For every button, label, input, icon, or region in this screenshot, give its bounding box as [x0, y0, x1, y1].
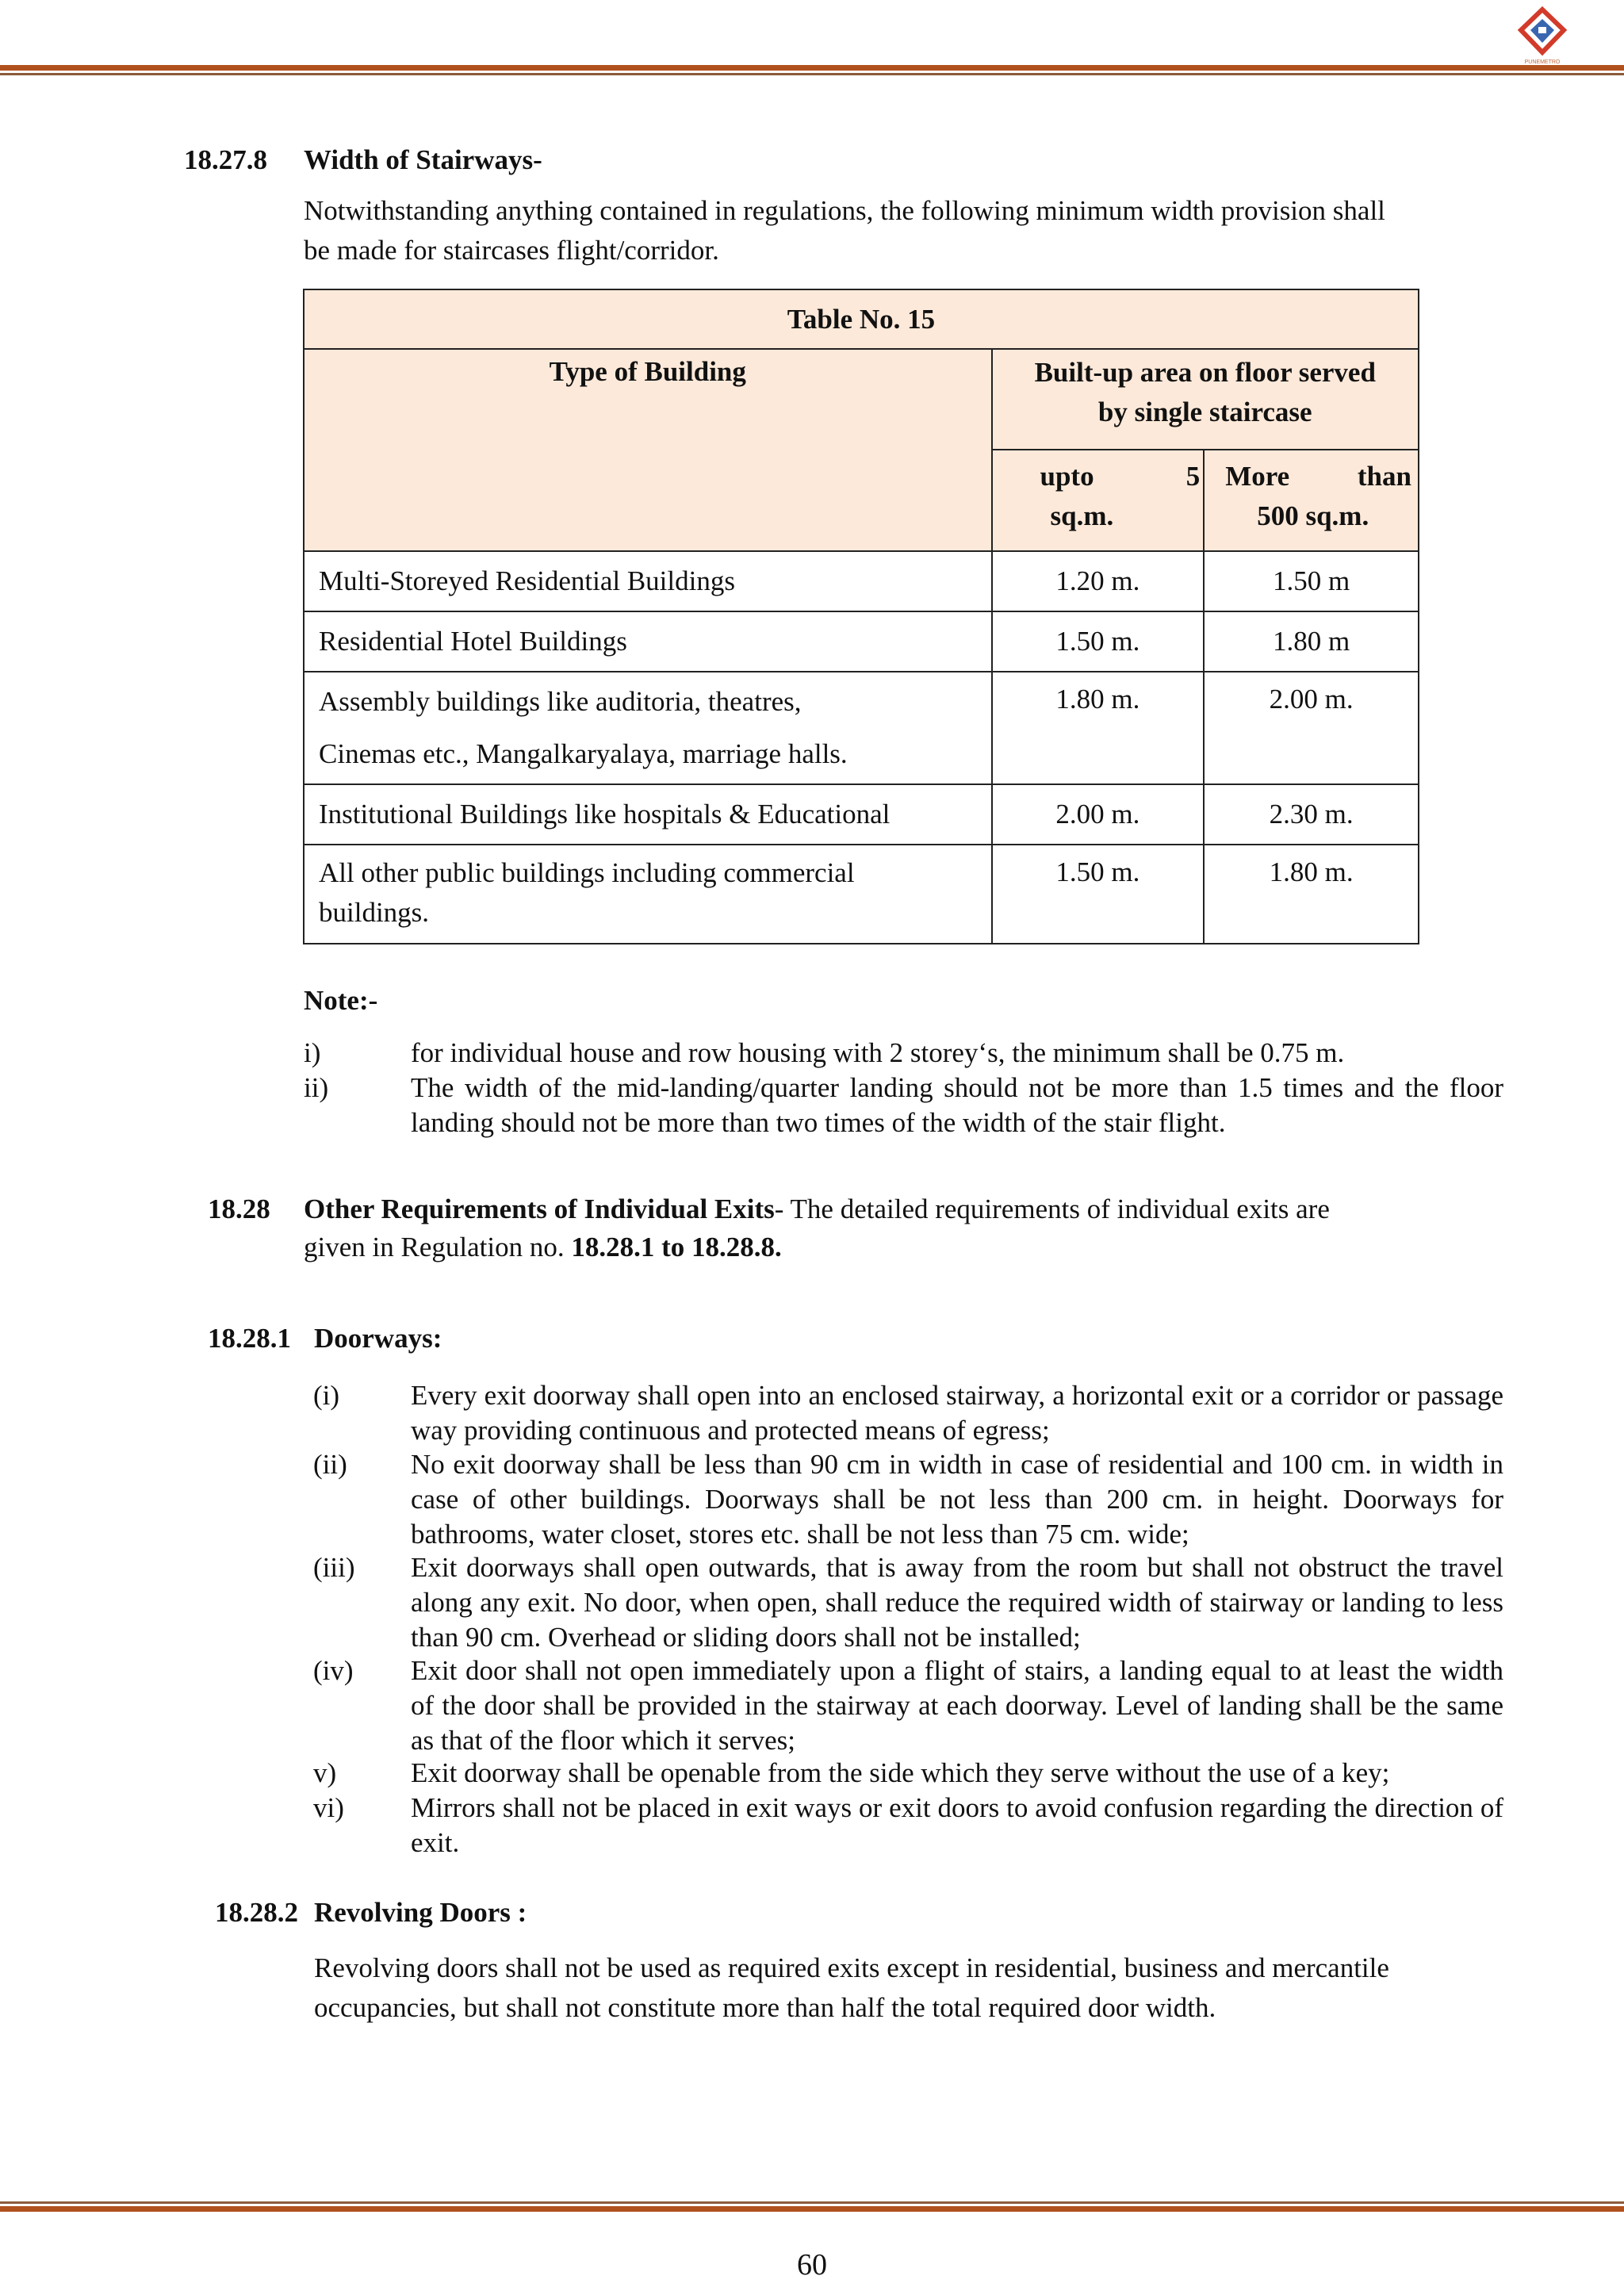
building-logo-icon — [1515, 6, 1570, 70]
page-number: 60 — [797, 2248, 827, 2282]
row-more: 2.30 m. — [1204, 784, 1419, 845]
row-type: Residential Hotel Buildings — [304, 611, 992, 672]
section-18-28-line1 — [304, 1193, 1330, 1225]
doorway-item-number: (iv) — [313, 1655, 354, 1686]
row-upto: 1.80 m. — [992, 672, 1205, 784]
section-18-27-8-intro-line2: be made for staircases flight/corridor. — [304, 235, 719, 266]
logo-caption: PUNEMETRO — [1524, 59, 1561, 65]
table-subheader-more — [1204, 450, 1419, 551]
row-type-line2: Cinemas etc., Mangalkaryalaya, marriage halls. — [319, 738, 848, 769]
table-row — [304, 672, 1419, 784]
section-18-28-1-number: 18.28.1 — [208, 1323, 291, 1354]
note-item-number: ii) — [304, 1072, 329, 1103]
row-more: 1.80 m — [1204, 611, 1419, 672]
section-18-28-2-line1: Revolving doors shall not be used as required exits except in residential, business and mercantile — [314, 1952, 1389, 1983]
doorway-item-text: Mirrors shall not be placed in exit ways or exit doors to avoid confusion regarding the direction of exit. — [411, 1792, 1503, 1858]
section-18-28-ref-prefix: given in Regulation no. — [304, 1232, 572, 1262]
doorway-item-number: (iii) — [313, 1552, 355, 1583]
row-more: 2.00 m. — [1204, 672, 1419, 784]
table-header-area — [992, 349, 1419, 450]
row-type: Institutional Buildings like hospitals & Educational — [304, 784, 992, 845]
table-header-area-line2: by single staircase — [1097, 397, 1312, 427]
note-item-text: The width of the mid-landing/quarter landing should not be more than 1.5 times and the floor landing should not be more than two times of the width of the stair flight. — [411, 1072, 1503, 1138]
section-18-28-number: 18.28 — [208, 1193, 270, 1224]
section-18-27-8-title: Width of Stairways- — [304, 144, 542, 175]
section-18-28-ref: 18.28.1 to 18.28.8. — [571, 1232, 782, 1262]
subheader-more-than: than — [1357, 461, 1411, 492]
doorway-item-number: (i) — [313, 1380, 340, 1411]
doorway-item-number: (ii) — [313, 1449, 347, 1480]
note-item-number: i) — [304, 1037, 321, 1068]
table-row — [304, 551, 1419, 611]
section-18-27-8-intro-line1: Notwithstanding anything contained in regulations, the following minimum width provision shall — [304, 195, 1385, 226]
table-row — [304, 611, 1419, 672]
section-18-28-1-title: Doorways: — [314, 1323, 442, 1354]
table-header-type: Type of Building — [304, 349, 992, 551]
doorway-item-text: Every exit doorway shall open into an enclosed stairway, a horizontal exit or a corridor or passage way providing continuous and protected means of egress; — [411, 1380, 1503, 1446]
table-row — [304, 784, 1419, 845]
doorway-item-number: vi) — [313, 1792, 344, 1823]
row-more: 1.80 m. — [1204, 845, 1419, 944]
subheader-upto-number: 5 — [1185, 461, 1201, 492]
row-type: Multi-Storeyed Residential Buildings — [304, 551, 992, 611]
subheader-more-word: More — [1225, 461, 1290, 492]
section-18-28-2-title: Revolving Doors : — [314, 1897, 527, 1928]
row-type-line1: Assembly buildings like auditoria, theatres, — [319, 686, 802, 717]
footer-rule — [0, 2201, 1624, 2212]
section-18-28-line2 — [304, 1232, 782, 1263]
doorway-item-text: No exit doorway shall be less than 90 cm in width in case of residential and 100 cm. in width in case of other buildings. Doorways shall be not less than 200 cm. in height. Doorways for bathrooms, water closet, stores etc. shall be not less than 75 cm. wide; — [411, 1449, 1503, 1550]
section-18-28-text: - The detailed requirements of individual exits are — [774, 1193, 1330, 1224]
section-18-28-title: Other Requirements of Individual Exits — [304, 1193, 775, 1224]
section-18-27-8-number: 18.27.8 — [184, 144, 267, 175]
subheader-more-unit: 500 sq.m. — [1257, 500, 1369, 531]
table-15 — [303, 289, 1419, 944]
row-upto: 2.00 m. — [992, 784, 1205, 845]
row-upto: 1.20 m. — [992, 551, 1205, 611]
table-caption: Table No. 15 — [304, 289, 1419, 349]
subheader-upto-unit: sq.m. — [1050, 500, 1114, 531]
row-type-line1: All other public buildings including commercial — [319, 857, 855, 888]
table-subheader-upto — [992, 450, 1205, 551]
row-type — [304, 672, 992, 784]
row-upto: 1.50 m. — [992, 845, 1205, 944]
subheader-upto-word: upto — [1040, 461, 1094, 492]
table-row — [304, 845, 1419, 944]
doorway-item-text: Exit door shall not open immediately upon a flight of stairs, a landing equal to at least the width of the door shall be provided in the stairway at each doorway. Level of landing shall be the same as that of the floor which it serves; — [411, 1655, 1503, 1756]
doorway-item-text: Exit doorway shall be openable from the side which they serve without the use of a key; — [411, 1757, 1390, 1788]
header-rule — [0, 65, 1624, 75]
doorway-item-text: Exit doorways shall open outwards, that is away from the room but shall not obstruct the travel along any exit. No door, when open, shall reduce the required width of stairway or landing to less than 90 cm. Overhead or sliding doors shall not be installed; — [411, 1552, 1503, 1653]
row-upto: 1.50 m. — [992, 611, 1205, 672]
doorway-item-number: v) — [313, 1757, 337, 1788]
table-header-area-line1: Built-up area on floor served — [1034, 357, 1376, 388]
row-more: 1.50 m — [1204, 551, 1419, 611]
note-title: Note:- — [304, 985, 378, 1016]
section-18-28-2-line2: occupancies, but shall not constitute more than half the total required door width. — [314, 1992, 1216, 2023]
row-type-line2: buildings. — [319, 897, 430, 928]
note-item-text: for individual house and row housing with 2 storey‘s, the minimum shall be 0.75 m. — [411, 1037, 1345, 1068]
section-18-28-2-number: 18.28.2 — [215, 1897, 298, 1928]
row-type — [304, 845, 992, 944]
